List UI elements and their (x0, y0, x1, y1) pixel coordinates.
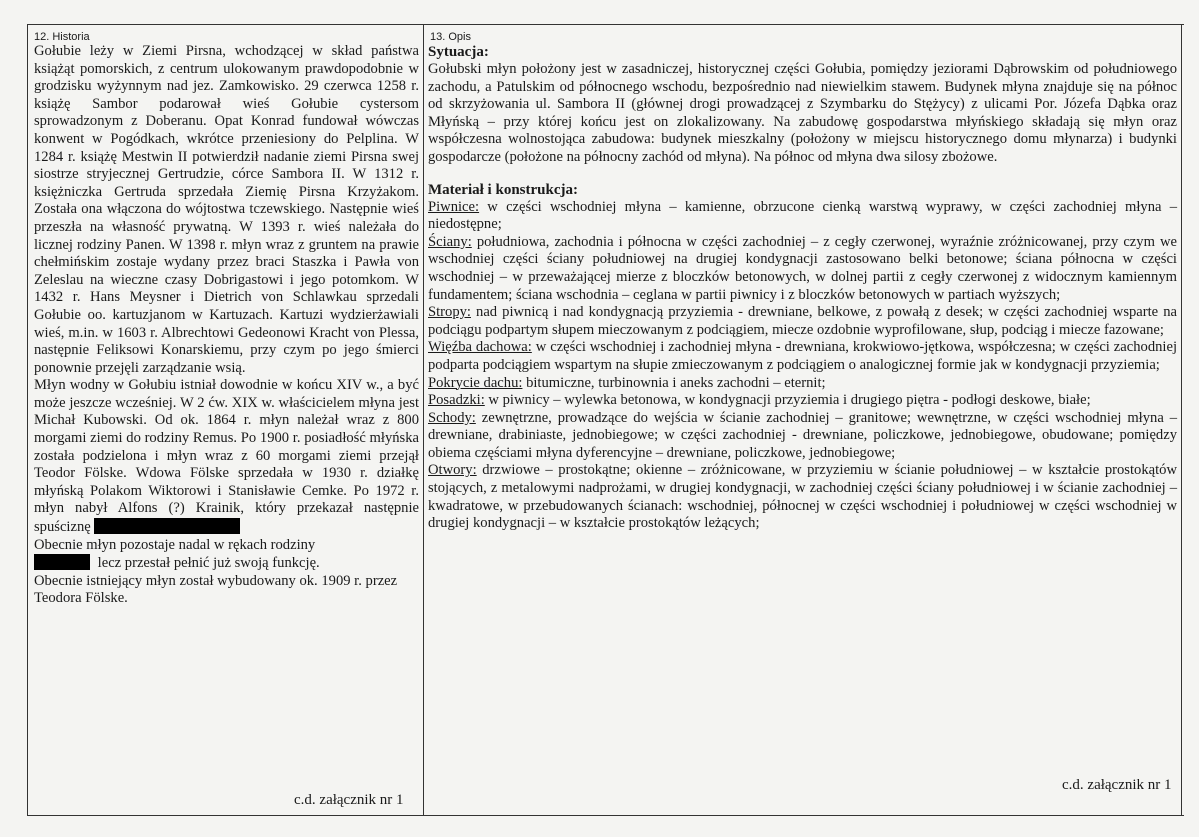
material-item-text: drzwiowe – prostokątne; okienne – zróżnicowane, w przyziemiu w ścianie południowej – w kształcie prostokątów stojących, z metalowymi nadprożami, w drugiej kondygnacji, w zachodniej części ściany południowej i w ścianie zachodniej – kwadratowe, w przebudowanych ścianach: wschodniej, północnej w części wschodniej i południowej w części wschodniej w drugiej kondygnacji – w kształcie prostokątów leżących; (428, 462, 1177, 532)
history-column (28, 25, 424, 815)
history-paragraph-2-text: Młyn wodny w Gołubiu istniał dowodnie w końcu XIV w., a być może jeszcze wcześniej. W 2 ćw. XIX w. właścicielem młyna jest Michał Kubowski. Od ok. 1864 r. młyn należał wraz z 800 morgami ziemi do rodziny Remus. Po 1900 r. posiadłość młyńska została podzielona i młyn wraz z 60 morgami ziemi przejął Teodor Fölske. Wdowa Fölske sprzedała w 1930 r. działkę młyńską Polakom Wiktorowi i Stanisławie Cemke. Po 1972 r. młyn nabył Alfons (?) Krainik, który przekazał następnie spuściznę (34, 377, 419, 536)
history-paragraph-2 (32, 377, 419, 536)
history-paragraph-4: Obecnie istniejący młyn został wybudowany ok. 1909 r. przez Teodora Fölske. (34, 572, 398, 607)
material-item (428, 462, 1177, 532)
redaction-block (94, 518, 240, 534)
material-items (428, 199, 1177, 533)
material-item-label: Więźba dachowa: (428, 339, 532, 356)
material-item-label: Pokrycie dachu: (428, 374, 523, 391)
material-item-label: Ściany: (428, 233, 472, 250)
material-item-text: bitumiczne, turbinownia i aneks zachodni – eternit; (522, 374, 826, 391)
material-item (428, 392, 1177, 410)
material-item-text: w części wschodniej i zachodniej młyna - drewniana, krokwiowo-jętkowa, współczesna; w części zachodniej podparta podciągiem wspartym na słupie zmieczowanym z podciągiem o analogicznej formie jak w kondygnacji przyziemia; (428, 339, 1177, 373)
history-paragraph-3 (32, 537, 419, 573)
situation-text: Gołubski młyn położony jest w zasadniczej, historycznej części Gołubia, pomiędzy jeziorami Dąbrowskim od południowego zachodu, a Patulskim od północnego wschodu, bezpośrednio nad niewielkim stawem. Budynek młyna znajduje się na północ od skrzyżowania ul. Sambora II (głównej drogi prowadzącej z Szymbarku do Stężycy) z ulicami Por. Józefa Dąbka oraz Młyńską – przy której końcu jest on zlokalizowany. Na zabudowę gospodarstwa młyńskiego składają się młyn oraz współczesna wolnostojąca zabudowa: budynek mieszkalny (położony w miejscu historycznego domu młynarza) i budynki gospodarcze (położone na północny zachód od młyna). Na północ od młyna dwa silosy zbożowe. (428, 61, 1177, 165)
material-item-text: w piwnicy – wylewka betonowa, w kondygnacji przyziemia i drugiego piętra - podłogi deskowe, białe; (484, 392, 1091, 409)
material-item-label: Schody: (428, 409, 476, 426)
description-column (424, 25, 1182, 815)
situation-title: Sytuacja: (428, 44, 489, 60)
material-item-label: Stropy: (428, 304, 471, 321)
material-item-text: nad piwnicą i nad kondygnacją przyziemia - drewniane, belkowe, z powałą z desek; w części zachodniej wsparte na podciągu podpartym słupem mieczowanym z podciągiem, miecze ozdobnie wyprofilowane, słup, podciąg i miecze fazowane; (428, 304, 1177, 338)
history-footer: c.d. załącznik nr 1 (294, 792, 404, 808)
material-item (428, 375, 1177, 393)
material-item (428, 234, 1177, 304)
material-item-text: w części wschodniej młyna – kamienne, obrzucone cienką warstwą wyprawy, w części zachodniej młyna – niedostępne; (428, 198, 1177, 233)
material-item (428, 199, 1177, 234)
description-footer: c.d. załącznik nr 1 (1062, 777, 1172, 793)
history-paragraph-1: Gołubie leży w Ziemi Pirsna, wchodzącej w skład państwa książąt pomorskich, z centrum ulokowanym prawdopodobnie w grodzisku wyżynnym nad jez. Zamkowisko. 29 czerwca 1258 r. książę Sambor podarował wieś Gołubie cystersom sprowadzonym z Doberanu. Opat Konrad fundował wówczas konwent w Pogódkach, wkrótce przeniesiony do Pelplina. W 1284 r. książę Mestwin II potwierdził nadanie ziemi Pirsna swej siostrze stryjecznej Gertrudzie, córce Sambora II. W 1312 r. księżniczka Gertruda sprzedała Ziemię Pirsna Krzyżakom. Została ona włączona do wójtostwa tczewskiego. Następnie wieś przeszła na własność prywatną. W 1393 r. wieś należała do licznej rodziny Panen. W 1398 r. młyn wraz z gruntem na prawie chełmińskim zostaje wydany przez braci Staszka i Pawła von Zeleslau na wieczne czasy Dobrigastowi i jego potomkom. W 1432 r. Hans Meysner i Dietrich von Schlawkau sprzedali Gołubie oo. kartuzjanom w Kartuzach. Kartuzi wydzierżawiali wieś, m.in. w 1603 r. Albrechtowi Gedeonowi Kracht von Plessa, następnie Feliksowi Konarskiemu, przy czym po jego śmierci ponownie przejęli zarządzanie wsią. (34, 43, 419, 376)
redaction-block (34, 554, 90, 570)
history-paragraph-3-text-b: lecz przestał pełnić już swoją funkcję. (97, 555, 320, 572)
history-paragraph-3-text-a: Obecnie młyn pozostaje nadal w rękach rodziny (34, 536, 316, 553)
material-item (428, 339, 1177, 374)
material-item-text: zewnętrzne, prowadzące do wejścia w ścianie zachodniej – granitowe; wewnętrzne, w części wschodniej młyna – drewniane, drabiniaste, jednobiegowe; w części zachodniej - drewniane, policzkowe, jednobiegowe, obudowane; pomiędzy obiema częściami młyna dyferencyjne – drewniane, policzkowe, jednobiegowe; (428, 409, 1177, 461)
material-item-label: Posadzki: (428, 392, 485, 409)
material-title: Materiał i konstrukcja: (428, 181, 578, 198)
history-heading: 12. Historia (34, 31, 90, 43)
material-item-label: Otwory: (428, 462, 477, 479)
form-page (27, 24, 1184, 816)
description-heading: 13. Opis (430, 31, 471, 43)
material-item (428, 304, 1177, 339)
material-item (428, 410, 1177, 463)
material-item-label: Piwnice: (428, 198, 480, 215)
material-item-text: południowa, zachodnia i północna w części zachodniej – z cegły czerwonej, wyraźnie zróżnicowanej, przy czym we wschodniej części ściany południowej na drugiej kondygnacji zastosowano belki betonowe; ściana północna w części wschodniej – w przeważającej mierze z bloczków betonowych, w dolnej partii z cegły czerwonej z widocznym kamiennym fundamentem; ściana wschodnia – ceglana w partii piwnicy i z bloczków betonowych w partiach wyższych; (428, 233, 1177, 303)
